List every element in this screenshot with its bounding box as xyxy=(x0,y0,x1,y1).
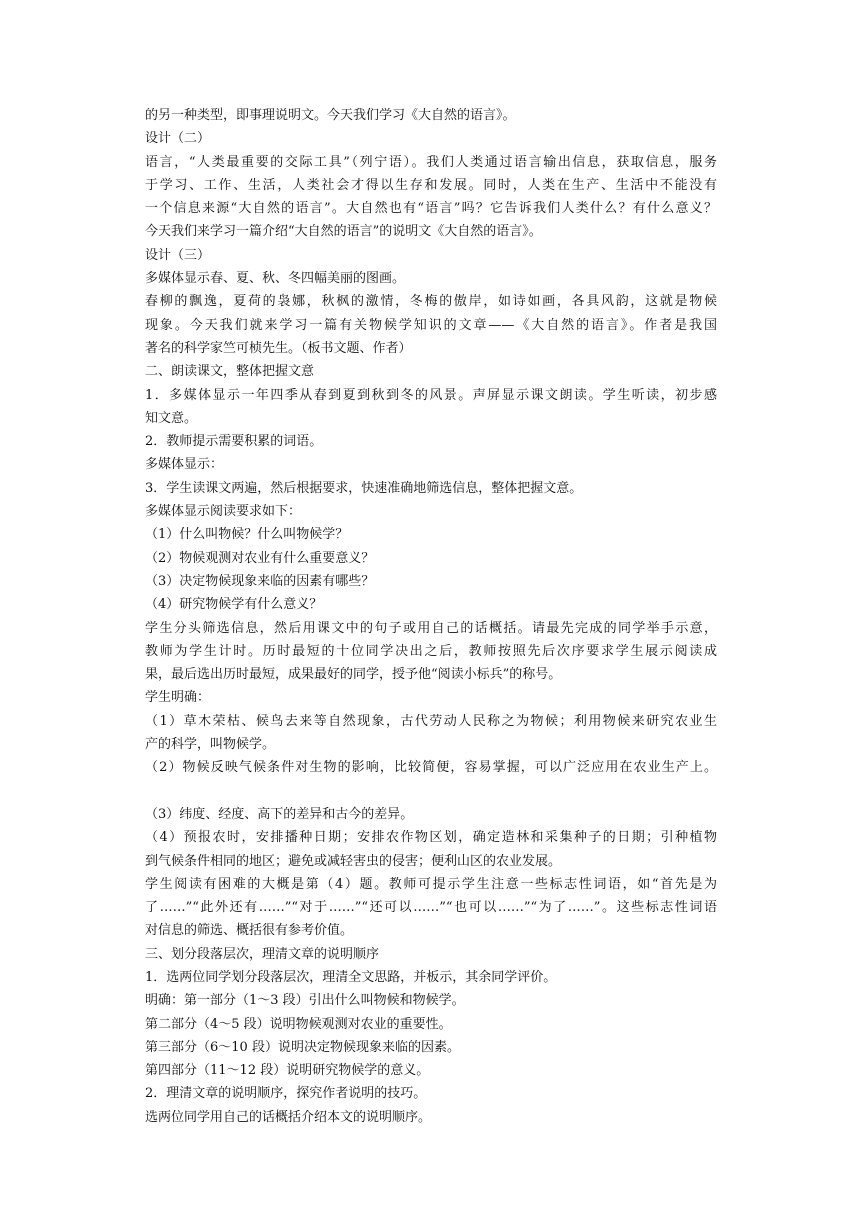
text-line: （1）什么叫物候？什么叫物候学？ xyxy=(145,527,349,543)
text-line xyxy=(145,780,717,803)
text-line: 多媒体显示阅读要求如下： xyxy=(145,504,302,520)
text-line: 学生明确： xyxy=(145,690,211,706)
text-line: 现象。今天我们就来学习一篇有关物候学知识的文章——《大自然的语言》。作者是我国 xyxy=(145,317,717,333)
text-line: 到气候条件相同的地区；避免或减轻害虫的侵害；便利山区的农业发展。 xyxy=(145,853,562,869)
text-line: 了……”“此外还有……”“对于……”“还可以……”“也可以……”“为了……”。这些标志性词语 xyxy=(145,900,717,916)
text-line: 2．教师提示需要积累的词语。 xyxy=(145,434,323,450)
text-line: 二、朗读课文，整体把握文意 xyxy=(145,364,315,380)
text-line: 1．选两位同学划分段落层次，理清全文思路，并板示，其余同学评价。 xyxy=(145,969,557,985)
text-line: 2．理清文章的说明顺序，探究作者说明的技巧。 xyxy=(145,1086,427,1102)
text-line: 多媒体显示春、夏、秋、冬四幅美丽的图画。 xyxy=(145,271,406,287)
text-line: 选两位同学用自己的话概括介绍本文的说明顺序。 xyxy=(145,1109,432,1125)
text-line: 对信息的筛选、概括很有参考价值。 xyxy=(145,923,354,939)
text-line: 学生分头筛选信息，然后用课文中的句子或用自己的话概括。请最先完成的同学举手示意， xyxy=(145,620,717,636)
text-line: 明确：第一部分（1～3 段）引出什么叫物候和物候学。 xyxy=(145,993,465,1009)
text-line: （2）物候观测对农业有什么重要意义？ xyxy=(145,550,375,566)
text-line: （3）决定物候现象来临的因素有哪些？ xyxy=(145,573,375,589)
text-line: 春柳的飘逸，夏荷的袅娜，秋枫的激情，冬梅的傲岸，如诗如画，各具风韵，这就是物候 xyxy=(145,294,717,310)
text-line: 一个信息来源“大自然的语言”。大自然也有“语言”吗？它告诉我们人类什么？有什么意义？ xyxy=(145,201,717,217)
text-line: （4）预报农时，安排播种日期；安排农作物区划，确定造林和采集种子的日期；引种植物 xyxy=(145,830,717,846)
text-line: 三、划分段落层次，理清文章的说明顺序 xyxy=(145,946,380,962)
text-line: 第四部分（11～12 段）说明研究物候学的意义。 xyxy=(145,1063,430,1079)
text-line: 3．学生读课文两遍，然后根据要求，快速准确地筛选信息，整体把握文意。 xyxy=(145,480,583,496)
text-line: 学生阅读有困难的大概是第（4）题。教师可提示学生注意一些标志性词语，如“首先是为 xyxy=(145,876,717,892)
text-line: （2）物候反映气候条件对生物的影响，比较简便，容易掌握，可以广泛应用在农业生产上。 xyxy=(145,760,717,776)
text-line: 设计（二） xyxy=(145,131,211,147)
text-line: （1）草木荣枯、候鸟去来等自然现象，古代劳动人民称之为物候；利用物候来研究农业生 xyxy=(145,713,717,729)
text-line: 设计（三） xyxy=(145,247,211,263)
document-body xyxy=(145,104,717,1129)
text-line: 于学习、工作、生活，人类社会才得以生存和发展。同时，人类在生产、生活中不能没有 xyxy=(145,177,717,193)
text-line: 著名的科学家竺可桢先生。（板书文题、作者） xyxy=(145,340,412,356)
text-line: 第三部分（6～10 段）说明决定物候现象来临的因素。 xyxy=(145,1039,460,1055)
text-line: 果，最后选出历时最短，成果最好的同学，授予他“阅读小标兵”的称号。 xyxy=(145,667,562,683)
text-line: 多媒体显示： xyxy=(145,457,224,473)
text-line: 知文意。 xyxy=(145,410,198,426)
text-line: 产的科学，叫物候学。 xyxy=(145,737,276,753)
text-line: 1．多媒体显示一年四季从春到夏到秋到冬的风景。声屏显示课文朗读。学生听读，初步感 xyxy=(145,387,717,403)
text-line: （3）纬度、经度、高下的差异和古今的差异。 xyxy=(145,806,414,822)
text-line: 今天我们来学习一篇介绍“大自然的语言”的说明文《大自然的语言》。 xyxy=(145,224,542,240)
text-line: 语言，“人类最重要的交际工具”（列宁语）。我们人类通过语言输出信息，获取信息，服务 xyxy=(145,154,717,170)
text-line: 第二部分（4～5 段）说明物候观测对农业的重要性。 xyxy=(145,1016,452,1032)
text-line: （4）研究物候学有什么意义？ xyxy=(145,597,323,613)
text-line: 教师为学生计时。历时最短的十位同学决出之后，教师按照先后次序要求学生展示阅读成 xyxy=(145,643,717,659)
text-line: 的另一种类型，即事理说明文。今天我们学习《大自然的语言》。 xyxy=(145,108,516,123)
